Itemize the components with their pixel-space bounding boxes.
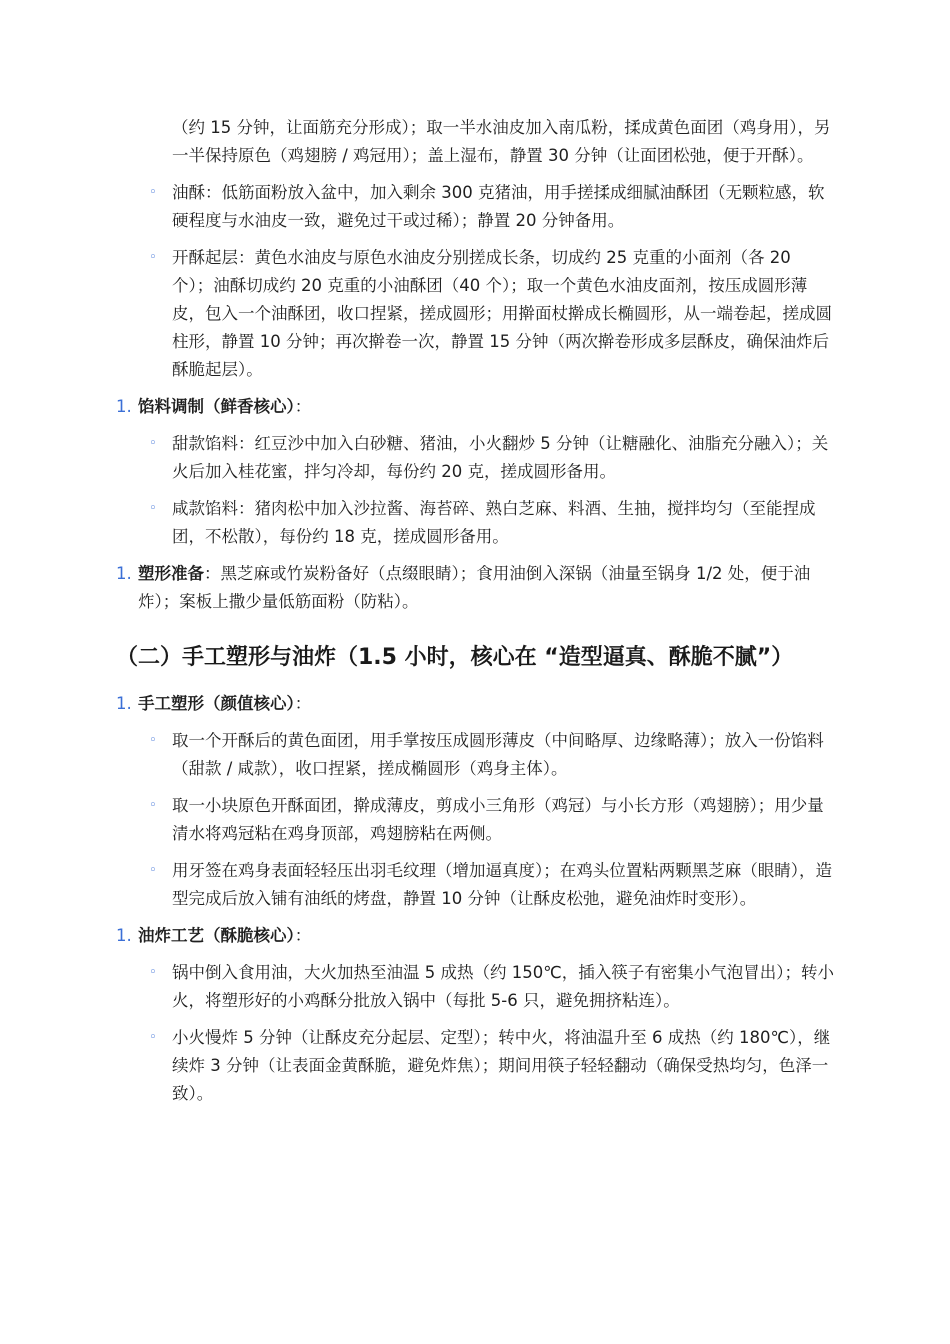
bullet-marker: ◦ xyxy=(149,436,157,451)
savory-filling-text: 咸款馅料：猪肉松中加入沙拉酱、海苔碎、熟白芝麻、料酒、生抽，搅拌均匀（至能捏成团，不松散），每份约 18 克，搓成圆形备用。 xyxy=(172,499,816,546)
list-item xyxy=(116,857,836,913)
shaping-prep-text: ：黑芝麻或竹炭粉备好（点缀眼睛）；食用油倒入深锅（油量至锅身 1/2 处，便于油炸）；案板上撒少量低筋面粉（防粘）。 xyxy=(138,564,811,611)
list-number: 1. xyxy=(116,397,132,416)
frying-title: 油炸工艺（酥脆核心） xyxy=(138,926,295,945)
filling-title: 馅料调制（鲜香核心） xyxy=(138,397,295,416)
section-heading: （二）手工塑形与油炸（1.5 小时，核心在 “造型逼真、酥脆不腻”） xyxy=(116,645,794,670)
numbered-item-hand-shaping xyxy=(116,690,836,718)
water-dough-continuation: （约 15 分钟，让面筋充分形成）；取一半水油皮加入南瓜粉，揉成黄色面团（鸡身用），另一半保持原色（鸡翅膀 / 鸡冠用）；盖上湿布，静置 30 分钟（让面团松弛，便于开酥）。 xyxy=(172,118,831,165)
list-item xyxy=(116,1024,836,1108)
list-item xyxy=(116,179,836,235)
frying-step: 小火慢炸 5 分钟（让酥皮充分起层、定型）；转中火，将油温升至 6 成热（约 180℃），继续炸 3 分钟（让表面金黄酥脆，避免炸焦）；期间用筷子轻轻翻动（确保受热均匀，色泽一致）。 xyxy=(172,1028,831,1103)
list-item xyxy=(116,495,836,551)
list-item xyxy=(116,244,836,384)
list-item xyxy=(116,114,836,170)
list-item xyxy=(116,959,836,1015)
sweet-filling-text: 甜款馅料：红豆沙中加入白砂糖、猪油，小火翻炒 5 分钟（让糖融化、油脂充分融入）；关火后加入桂花蜜，拌匀冷却，每份约 20 克，搓成圆形备用。 xyxy=(172,434,829,481)
bullet-marker: ◦ xyxy=(149,733,157,748)
bullet-marker: ◦ xyxy=(149,1030,157,1045)
bullet-marker: ◦ xyxy=(149,798,157,813)
shaping-step: 取一个开酥后的黄色面团，用手掌按压成圆形薄皮（中间略厚、边缘略薄）；放入一份馅料（甜款 / 咸款），收口捏紧，搓成椭圆形（鸡身主体）。 xyxy=(172,731,824,778)
list-number: 1. xyxy=(116,926,132,945)
filling-suffix: ： xyxy=(294,397,312,416)
numbered-item-filling xyxy=(116,393,836,421)
list-number: 1. xyxy=(116,564,132,583)
shaping-step: 取一小块原色开酥面团，擀成薄皮，剪成小三角形（鸡冠）与小长方形（鸡翅膀）；用少量清水将鸡冠粘在鸡身顶部，鸡翅膀粘在两侧。 xyxy=(172,796,824,843)
frying-suffix: ： xyxy=(294,926,312,945)
list-item xyxy=(116,430,836,486)
bullet-marker: ◦ xyxy=(149,250,157,265)
hand-shaping-title: 手工塑形（颜值核心） xyxy=(138,694,295,713)
list-item xyxy=(116,792,836,848)
bullet-marker: ◦ xyxy=(149,965,157,980)
frying-step: 锅中倒入食用油，大火加热至油温 5 成热（约 150℃，插入筷子有密集小气泡冒出）；转小火，将塑形好的小鸡酥分批放入锅中（每批 5-6 只，避免拥挤粘连）。 xyxy=(172,963,835,1010)
bullet-marker: ◦ xyxy=(149,185,157,200)
hand-shaping-suffix: ： xyxy=(294,694,312,713)
document-content xyxy=(116,114,836,1117)
list-number: 1. xyxy=(116,694,132,713)
bullet-marker: ◦ xyxy=(149,501,157,516)
layering-text: 开酥起层：黄色水油皮与原色水油皮分别搓成长条，切成约 25 克重的小面剂（各 20 个）；油酥切成约 20 克重的小油酥团（40 个）；取一个黄色水油皮面剂，按压成圆形薄皮，包入一个油酥团，收口捏紧，搓成圆形；用擀面杖擀成长椭圆形，从一端卷起，搓成圆柱形，静置 10 分钟；再次擀卷一次，静置 15 分钟（两次擀卷形成多层酥皮，确保油炸后酥脆起层）。 xyxy=(172,248,832,379)
numbered-item-frying xyxy=(116,922,836,950)
list-item xyxy=(116,727,836,783)
bullet-marker: ◦ xyxy=(149,863,157,878)
shaping-prep-title: 塑形准备 xyxy=(138,564,204,583)
numbered-item-shaping-prep xyxy=(116,560,836,616)
shaping-step: 用牙签在鸡身表面轻轻压出羽毛纹理（增加逼真度）；在鸡头位置粘两颗黑芝麻（眼睛），造型完成后放入铺有油纸的烤盘，静置 10 分钟（让酥皮松弛，避免油炸时变形）。 xyxy=(172,861,832,908)
oil-dough-text: 油酥：低筋面粉放入盆中，加入剩余 300 克猪油，用手搓揉成细腻油酥团（无颗粒感，软硬程度与水油皮一致，避免过干或过稀）；静置 20 分钟备用。 xyxy=(172,183,825,230)
